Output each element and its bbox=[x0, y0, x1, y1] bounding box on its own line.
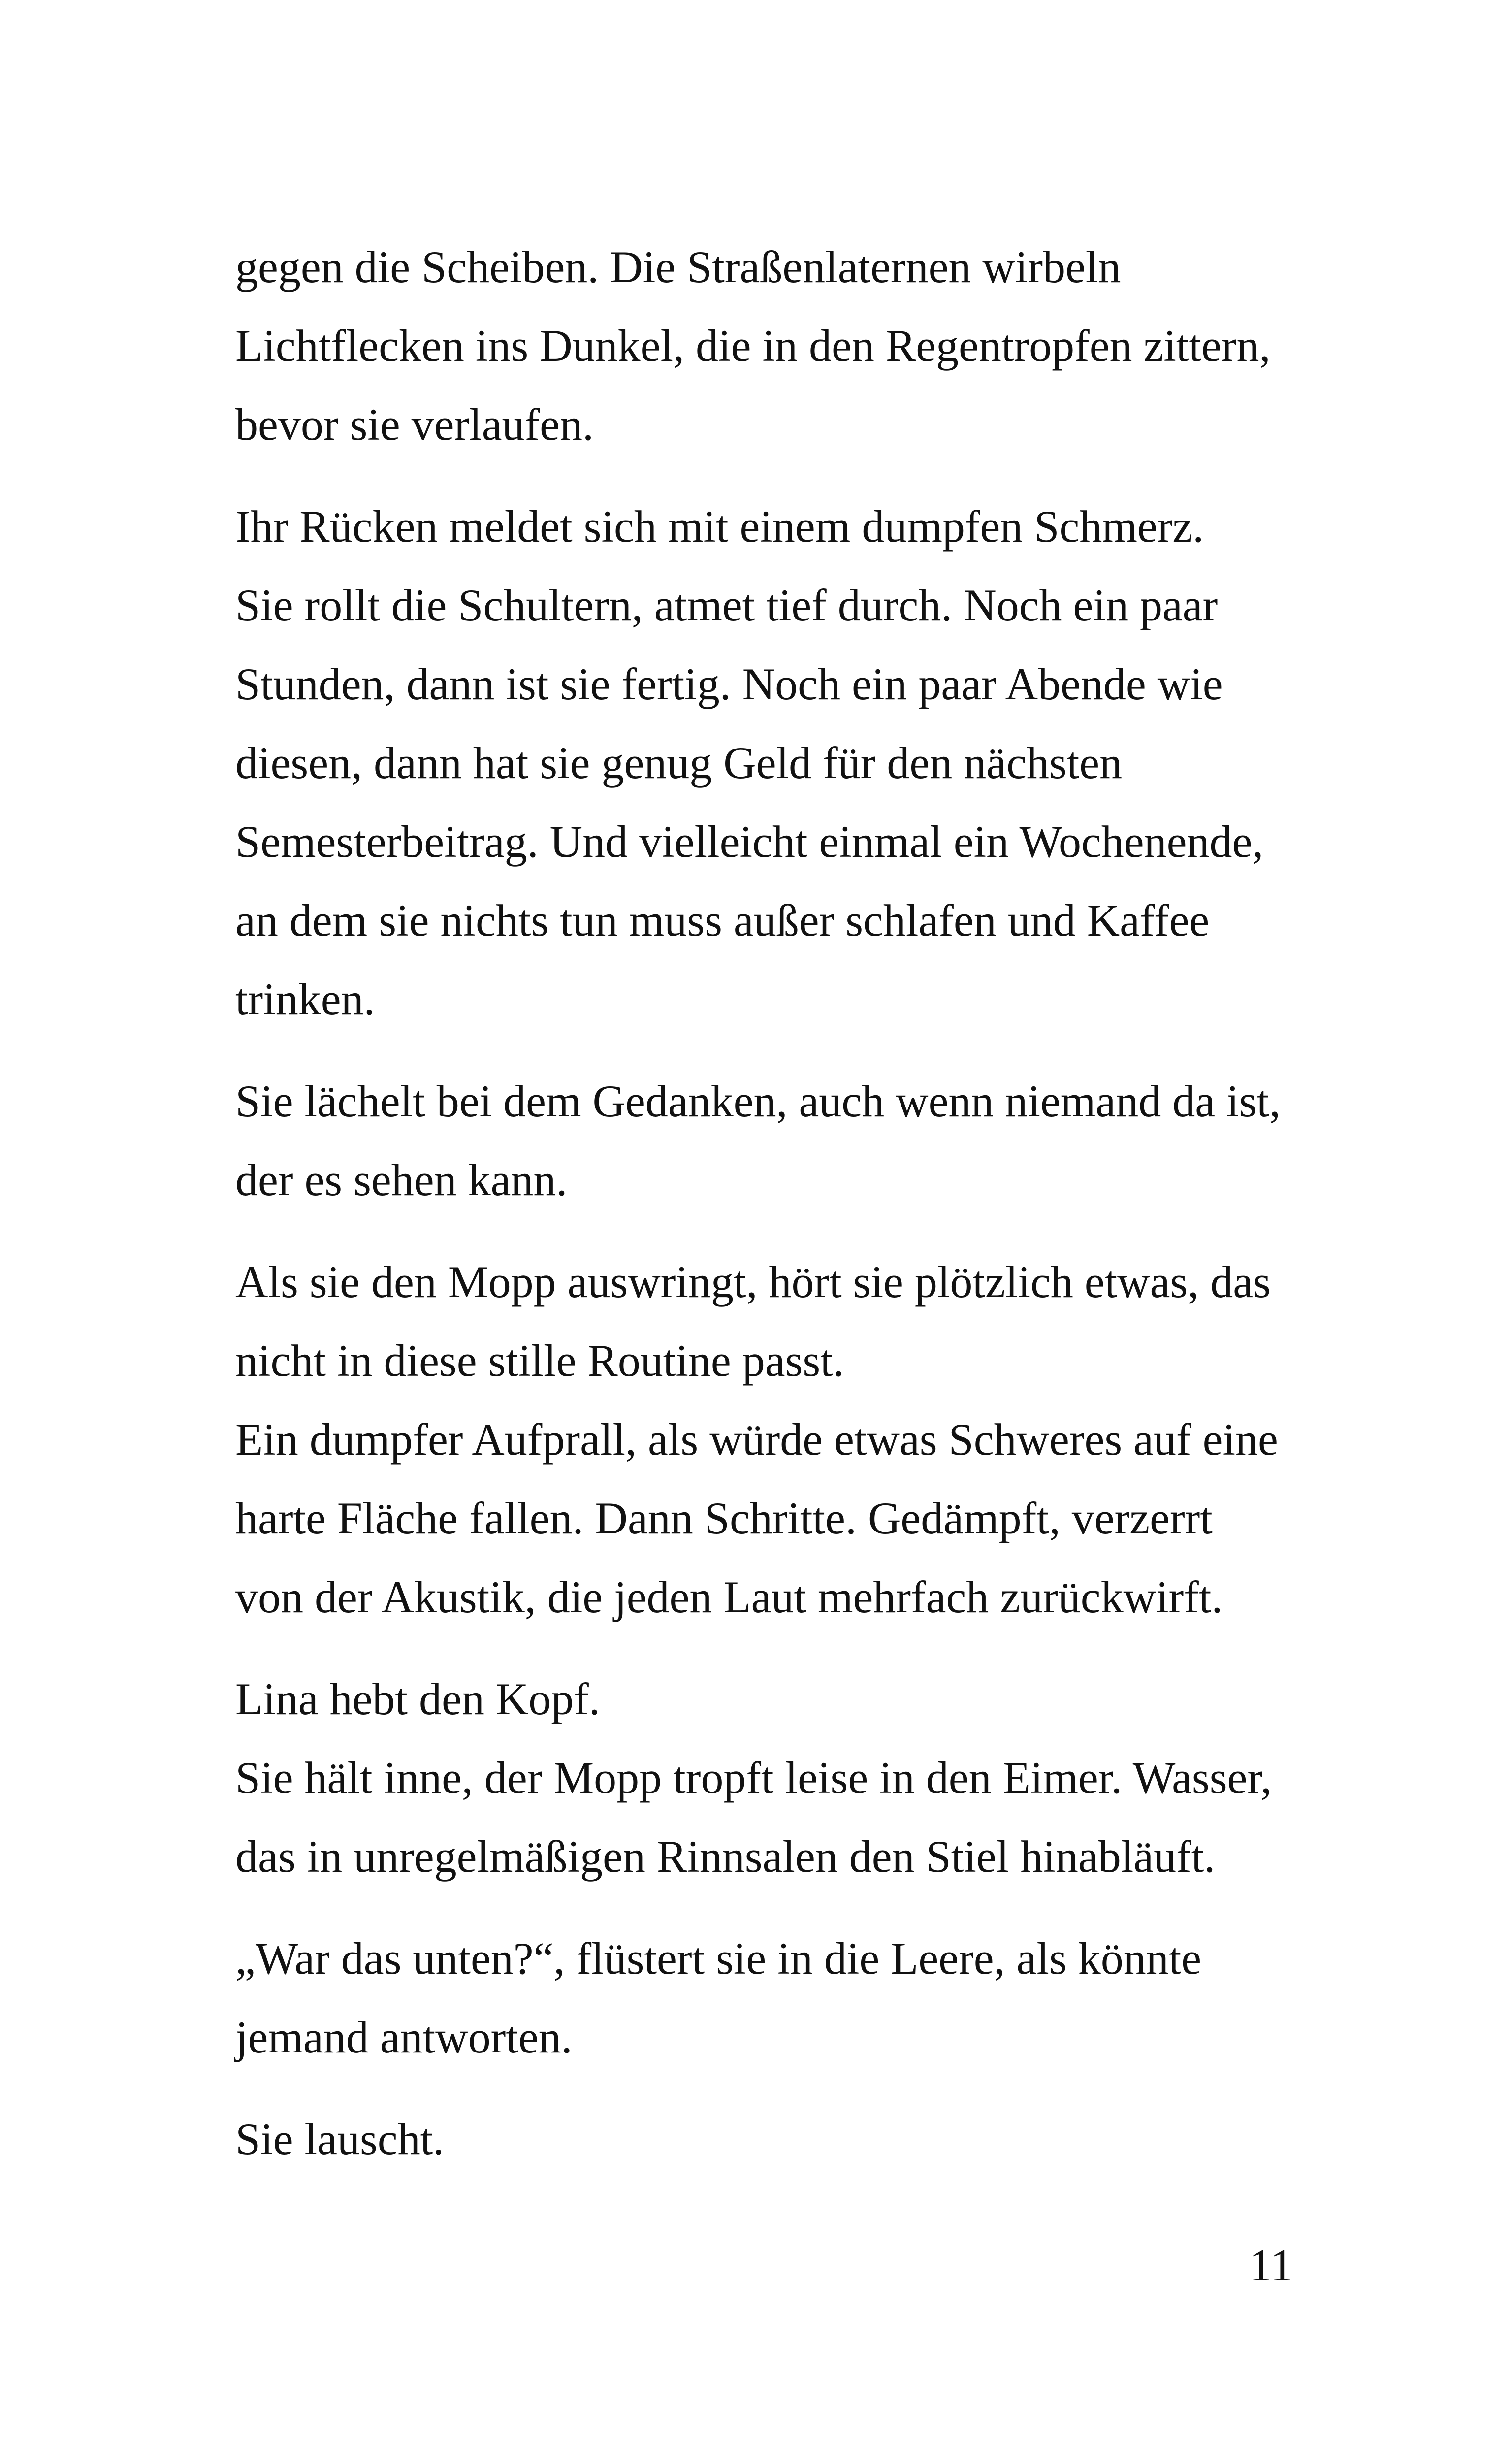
paragraph bbox=[235, 1242, 1319, 1636]
text-line: nicht in diese stille Routine passt. bbox=[235, 1336, 844, 1386]
text-line: Ein dumpfer Aufprall, als würde etwas Schweres auf eine bbox=[235, 1414, 1278, 1465]
text-line: Ihr Rücken meldet sich mit einem dumpfen Schmerz. bbox=[235, 501, 1204, 552]
text-line: das in unregelmäßigen Rinnsalen den Stiel hinabläuft. bbox=[235, 1831, 1216, 1882]
paragraph bbox=[235, 228, 1319, 464]
text-line: jemand antworten. bbox=[235, 2012, 573, 2062]
text-line: Als sie den Mopp auswringt, hört sie plötzlich etwas, das bbox=[235, 1257, 1271, 1307]
text-line: von der Akustik, die jeden Laut mehrfach zurückwirft. bbox=[235, 1572, 1223, 1622]
text-line: Sie lächelt bei dem Gedanken, auch wenn niemand da ist, bbox=[235, 1076, 1281, 1126]
page-number: 11 bbox=[1249, 2240, 1293, 2290]
paragraph bbox=[235, 2100, 1319, 2179]
text-line: Lichtflecken ins Dunkel, die in den Regentropfen zittern, bbox=[235, 321, 1271, 371]
text-line: an dem sie nichts tun muss außer schlafen und Kaffee bbox=[235, 895, 1210, 945]
text-line: trinken. bbox=[235, 974, 375, 1024]
text-line: Sie hält inne, der Mopp tropft leise in den Eimer. Wasser, bbox=[235, 1753, 1272, 1803]
text-line: Sie rollt die Schultern, atmet tief durch. Noch ein paar bbox=[235, 580, 1218, 630]
text-line: Sie lauscht. bbox=[235, 2114, 445, 2164]
paragraph bbox=[235, 1919, 1319, 2077]
text-line: diesen, dann hat sie genug Geld für den nächsten bbox=[235, 738, 1123, 788]
text-line: „War das unten?“, flüstert sie in die Leere, als könnte bbox=[235, 1933, 1202, 1984]
body-text bbox=[235, 228, 1319, 2179]
text-line: gegen die Scheiben. Die Straßenlaternen wirbeln bbox=[235, 242, 1121, 292]
text-line: der es sehen kann. bbox=[235, 1155, 568, 1205]
text-line: bevor sie verlaufen. bbox=[235, 399, 594, 450]
paragraph bbox=[235, 1660, 1319, 1896]
text-line: Stunden, dann ist sie fertig. Noch ein paar Abende wie bbox=[235, 659, 1223, 709]
paragraph bbox=[235, 487, 1319, 1039]
text-line: Lina hebt den Kopf. bbox=[235, 1674, 600, 1724]
paragraph bbox=[235, 1062, 1319, 1219]
text-line: harte Fläche fallen. Dann Schritte. Gedämpft, verzerrt bbox=[235, 1493, 1213, 1543]
text-line: Semesterbeitrag. Und vielleicht einmal ein Wochenende, bbox=[235, 816, 1264, 867]
